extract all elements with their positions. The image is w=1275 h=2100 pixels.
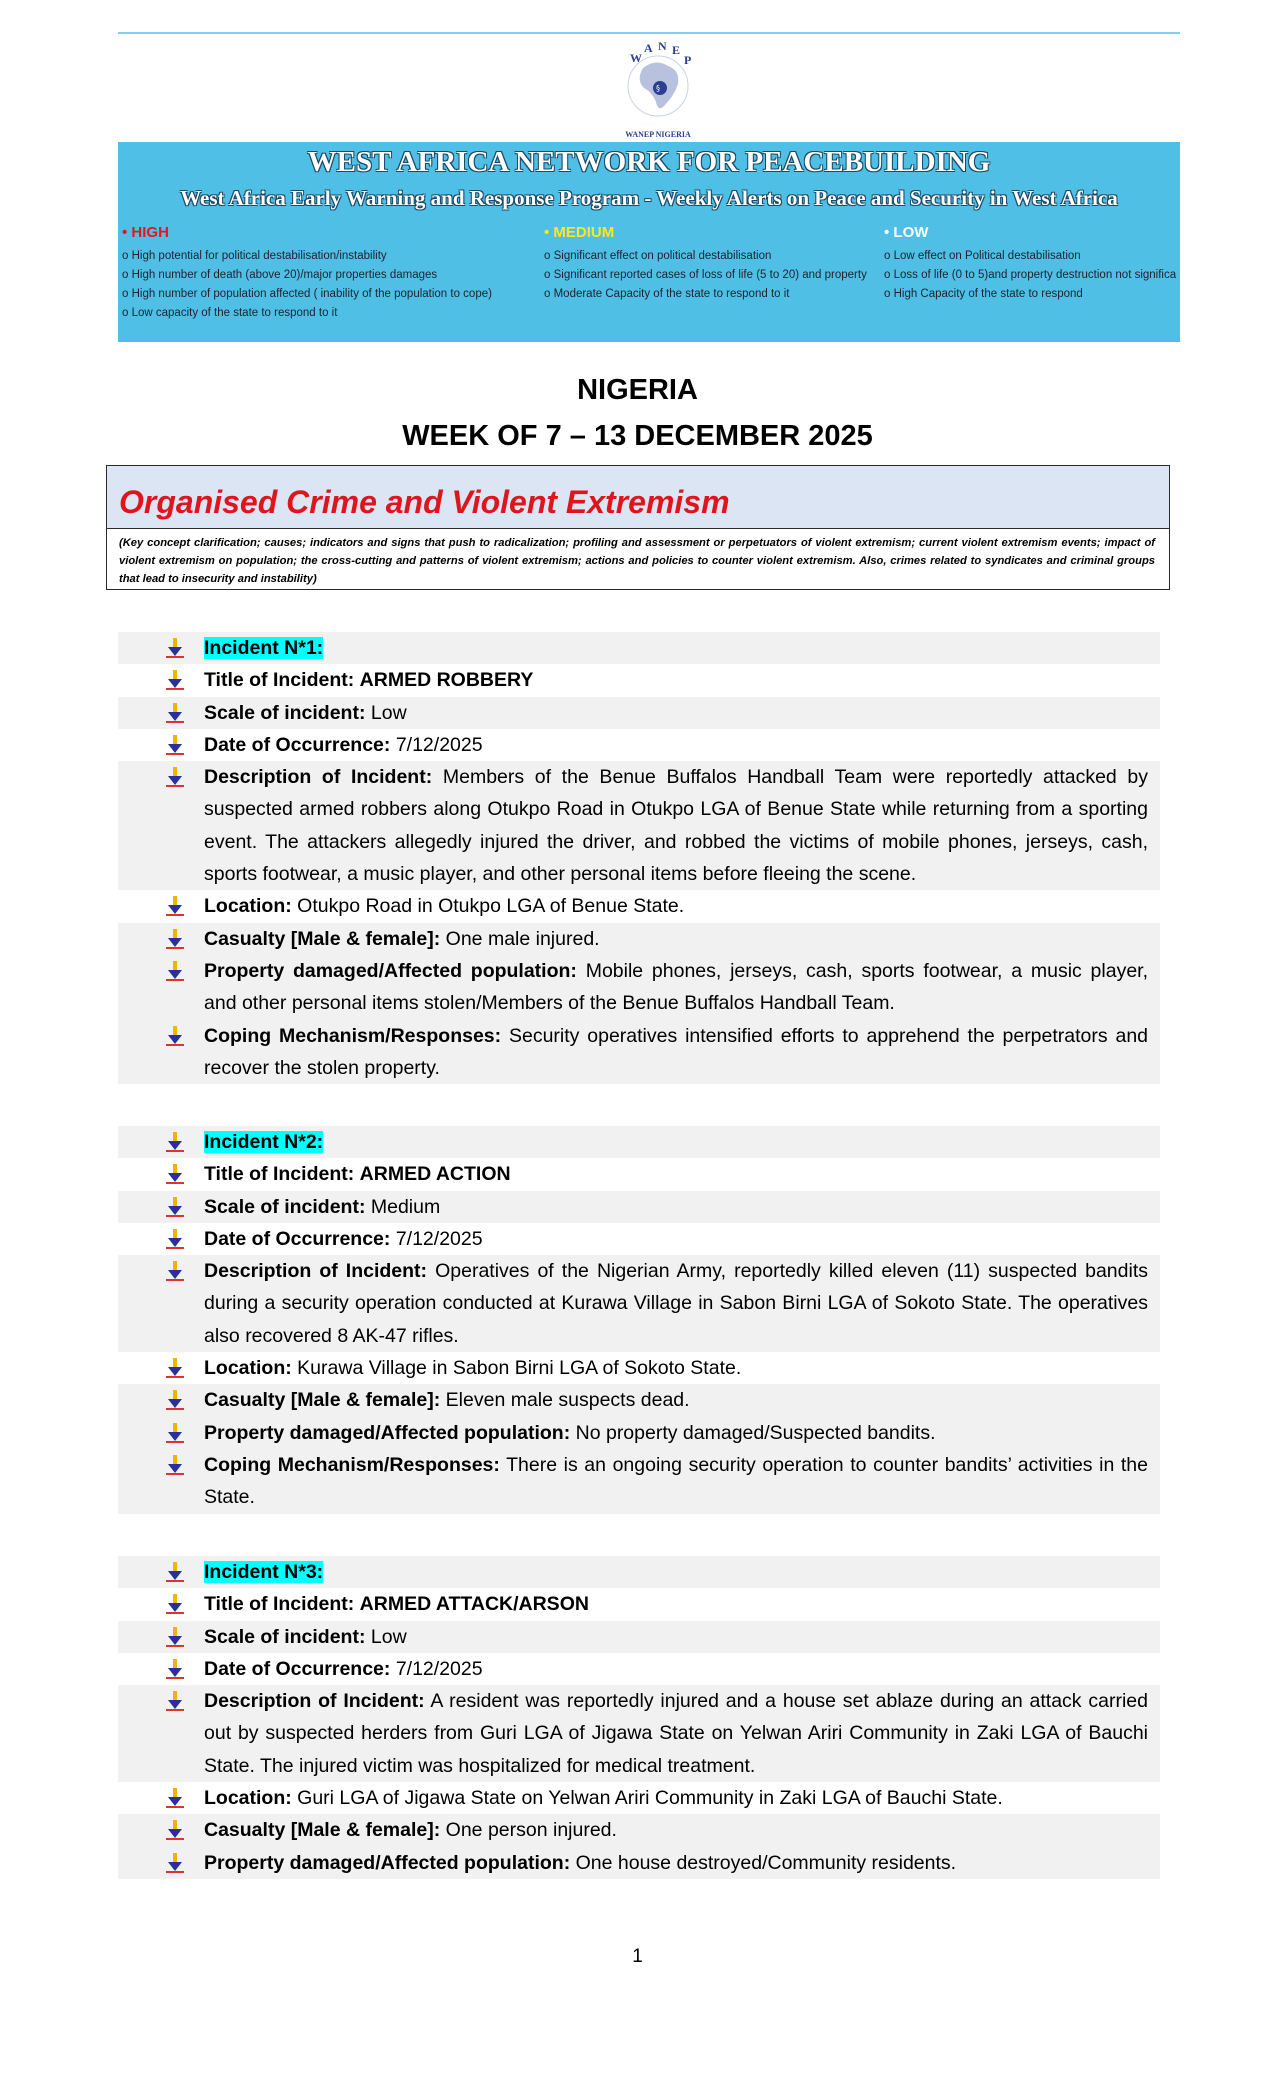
- arrow-down-bullet-icon: [166, 1627, 184, 1647]
- incident-description-row: [118, 761, 1160, 890]
- incident-location-row: [118, 1352, 1160, 1384]
- field-label: Scale of incident:: [204, 1195, 366, 1218]
- section-description: (Key concept clarification; causes; indicators and signs that push to radicalization; profiling and assessment or perpetuators of violent extremism; current violent extremism events; impact of violent extremism on population; the cross-cutting and patterns of violent extremism; actions and policies to counter violent extremism. Also, crimes related to syndicates and criminal groups that lead to insecurity and instability): [119, 537, 1155, 585]
- incident-scale: Low: [370, 1625, 407, 1648]
- incident-location: Guri LGA of Jigawa State on Yelwan Ariri Community in Zaki LGA of Bauchi State.: [297, 1787, 1003, 1810]
- arrow-down-bullet-icon: [166, 670, 184, 690]
- field-label: Casualty [Male & female]:: [204, 1819, 441, 1842]
- field-label: Title of Incident:: [204, 669, 355, 692]
- incident-title: ARMED ATTACK/ARSON: [359, 1593, 589, 1616]
- arrow-down-bullet-icon: [166, 638, 184, 658]
- incident-scale: Medium: [370, 1195, 441, 1218]
- svg-text:P: P: [684, 53, 692, 67]
- field-label: Title of Incident:: [204, 1593, 355, 1616]
- section-header: [106, 465, 1170, 590]
- incident-heading: Incident N*1:: [204, 637, 324, 659]
- field-label: Location:: [204, 895, 292, 918]
- arrow-down-bullet-icon: [166, 1197, 184, 1217]
- level-item: o Significant reported cases of loss of life (5 to 20) and property: [544, 269, 867, 281]
- incident-description: Operatives of the Nigerian Army, reportedly killed eleven (11) suspected bandits during a security operation conducted at Kurawa Village in Sabon Birni LGA of Sokoto State. The operatives also recovered 8 AK-47 rifles.: [204, 1260, 1148, 1347]
- field-label: Date of Occurrence:: [204, 1657, 391, 1680]
- level-item: o High number of population affected ( inability of the population to cope): [122, 288, 492, 300]
- field-label: Description of Incident:: [204, 1690, 425, 1713]
- incident-scale: Low: [370, 701, 407, 724]
- incident-coping: There is an ongoing security operation to counter bandits’ activities in the State.: [204, 1453, 1148, 1509]
- field-label: Date of Occurrence:: [204, 1227, 391, 1250]
- arrow-down-bullet-icon: [166, 961, 184, 981]
- arrow-down-bullet-icon: [166, 1026, 184, 1046]
- arrow-down-bullet-icon: [166, 735, 184, 755]
- incident-property-row: [118, 1847, 1160, 1879]
- level-high: [122, 224, 492, 323]
- incident-date: 7/12/2025: [395, 1657, 483, 1680]
- arrow-down-bullet-icon: [166, 1390, 184, 1410]
- incident-description-row: [118, 1255, 1160, 1352]
- field-label: Scale of incident:: [204, 701, 366, 724]
- incident-coping-row: [118, 1020, 1160, 1085]
- incident-casualty: One person injured.: [445, 1819, 617, 1842]
- incident-date: 7/12/2025: [395, 1227, 483, 1250]
- incident-location: Kurawa Village in Sabon Birni LGA of Sokoto State.: [297, 1357, 742, 1380]
- level-item: o Significant effect on political destabilisation: [544, 250, 772, 262]
- arrow-down-bullet-icon: [166, 1820, 184, 1840]
- arrow-down-bullet-icon: [166, 1594, 184, 1614]
- field-label: Coping Mechanism/Responses:: [204, 1024, 502, 1047]
- field-label: Coping Mechanism/Responses:: [204, 1453, 500, 1476]
- incident-location-row: [118, 1782, 1160, 1814]
- level-medium: [544, 224, 867, 304]
- incident-heading: Incident N*2:: [204, 1131, 324, 1153]
- field-label: Casualty [Male & female]:: [204, 1389, 441, 1412]
- incident-heading-row: [118, 1126, 1160, 1158]
- level-item: o Loss of life (0 to 5)and property destruction not significa: [884, 269, 1177, 281]
- svg-text:N: N: [658, 40, 667, 53]
- arrow-down-bullet-icon: [166, 1261, 184, 1281]
- incident-casualty: Eleven male suspects dead.: [445, 1389, 690, 1412]
- incident-heading-row: [118, 1556, 1160, 1588]
- incident-date-row: [118, 1653, 1160, 1685]
- arrow-down-bullet-icon: [166, 1423, 184, 1443]
- wanep-logo: [608, 40, 708, 139]
- field-label: Date of Occurrence:: [204, 733, 391, 756]
- page-number: 1: [632, 1946, 643, 1967]
- incident-date-row: [118, 729, 1160, 761]
- incident-casualty-row: [118, 1384, 1160, 1416]
- arrow-down-bullet-icon: [166, 896, 184, 916]
- field-label: Property damaged/Affected population:: [204, 959, 577, 982]
- incident-location: Otukpo Road in Otukpo LGA of Benue State.: [297, 895, 685, 918]
- field-label: Scale of incident:: [204, 1625, 366, 1648]
- arrow-down-bullet-icon: [166, 703, 184, 723]
- incident-location-row: [118, 890, 1160, 922]
- incident-casualty-row: [118, 923, 1160, 955]
- org-name: WEST AFRICA NETWORK FOR PEACEBUILDING: [307, 146, 991, 178]
- svg-text:E: E: [672, 43, 681, 57]
- arrow-down-bullet-icon: [166, 1562, 184, 1582]
- field-label: Description of Incident:: [204, 766, 433, 789]
- incident-scale-row: [118, 697, 1160, 729]
- arrow-down-bullet-icon: [166, 1358, 184, 1378]
- arrow-down-bullet-icon: [166, 1853, 184, 1873]
- week-title: WEEK OF 7 – 13 DECEMBER 2025: [402, 420, 873, 452]
- field-label: Property damaged/Affected population:: [204, 1421, 571, 1444]
- incident-casualty: One male injured.: [445, 927, 600, 950]
- svg-text:W: W: [630, 51, 642, 65]
- banner-logo-area: [118, 34, 1180, 142]
- arrow-down-bullet-icon: [166, 1659, 184, 1679]
- incident-coping-row: [118, 1449, 1160, 1514]
- level-low-label: • LOW: [884, 224, 929, 241]
- program-title: West Africa Early Warning and Response Program - Weekly Alerts on Peace and Security in West Africa: [180, 186, 1118, 210]
- incident-description-row: [118, 1685, 1160, 1782]
- field-label: Title of Incident:: [204, 1163, 355, 1186]
- incident-2: [118, 1126, 1160, 1514]
- field-label: Casualty [Male & female]:: [204, 927, 441, 950]
- incident-property: One house destroyed/Community residents.: [575, 1851, 957, 1874]
- logo-caption: WANEP NIGERIA: [625, 130, 691, 139]
- incident-title: ARMED ACTION: [359, 1163, 511, 1186]
- incident-date-row: [118, 1223, 1160, 1255]
- incident-heading-row: [118, 632, 1160, 664]
- arrow-down-bullet-icon: [166, 1229, 184, 1249]
- field-label: Location:: [204, 1787, 292, 1810]
- field-label: Property damaged/Affected population:: [204, 1851, 571, 1874]
- section-title-band: [107, 466, 1169, 529]
- incident-coping: Security operatives intensified efforts to apprehend the perpetrators and recover the stolen property.: [204, 1024, 1149, 1079]
- level-item: o High potential for political destabilisation/instability: [122, 250, 387, 262]
- field-label: Location:: [204, 1357, 292, 1380]
- incident-date: 7/12/2025: [395, 733, 483, 756]
- wanep-banner: [118, 32, 1180, 342]
- incident-scale-row: [118, 1621, 1160, 1653]
- svg-text:A: A: [644, 41, 653, 55]
- incident-casualty-row: [118, 1814, 1160, 1846]
- country-title: NIGERIA: [577, 374, 698, 406]
- incident-title-row: [118, 664, 1160, 696]
- level-item: o Low effect on Political destabilisation: [884, 250, 1081, 262]
- arrow-down-bullet-icon: [166, 1788, 184, 1808]
- field-label: Description of Incident:: [204, 1260, 428, 1283]
- incident-title: ARMED ROBBERY: [359, 669, 534, 692]
- incident-property-row: [118, 1417, 1160, 1449]
- section-title: Organised Crime and Violent Extremism: [119, 484, 730, 520]
- level-item: o High Capacity of the state to respond: [884, 288, 1083, 300]
- level-high-label: • HIGH: [122, 224, 169, 241]
- incident-title-row: [118, 1158, 1160, 1190]
- incident-property-row: [118, 955, 1160, 1020]
- incident-1: [118, 632, 1160, 1084]
- incident-description: Members of the Benue Buffalos Handball Team were reportedly attacked by suspected armed robbers along Otukpo Road in Otukpo LGA of Benue State while returning from a sporting event. The attackers allegedly injured the driver, and robbed the victims of mobile phones, jerseys, cash, sports footwear, a music player, and other personal items before fleeing the scene.: [204, 766, 1149, 886]
- incident-heading: Incident N*3:: [204, 1561, 324, 1583]
- incident-description: A resident was reportedly injured and a house set ablaze during an attack carried out by suspected herders from Guri LGA of Jigawa State on Yelwan Ariri Community in Zaki LGA of Bauchi State. The injured victim was hospitalized for medical treatment.: [204, 1690, 1148, 1777]
- level-item: o Moderate Capacity of the state to respond to it: [544, 288, 790, 300]
- arrow-down-bullet-icon: [166, 1455, 184, 1475]
- arrow-down-bullet-icon: [166, 1691, 184, 1711]
- level-low: [884, 224, 1176, 304]
- level-item: o High number of death (above 20)/major properties damages: [122, 269, 438, 281]
- arrow-down-bullet-icon: [166, 929, 184, 949]
- svg-text:§: §: [656, 84, 660, 93]
- arrow-down-bullet-icon: [166, 1164, 184, 1184]
- level-medium-label: • MEDIUM: [544, 224, 615, 241]
- arrow-down-bullet-icon: [166, 767, 184, 787]
- incident-title-row: [118, 1588, 1160, 1620]
- incident-3: [118, 1556, 1160, 1879]
- incident-property: No property damaged/Suspected bandits.: [575, 1421, 936, 1444]
- level-item: o Low capacity of the state to respond to it: [122, 307, 338, 319]
- incident-scale-row: [118, 1191, 1160, 1223]
- incident-property: Mobile phones, jerseys, cash, sports footwear, a music player, and other personal items stolen/Members of the Benue Buffalos Handball Team.: [204, 959, 1148, 1015]
- arrow-down-bullet-icon: [166, 1132, 184, 1152]
